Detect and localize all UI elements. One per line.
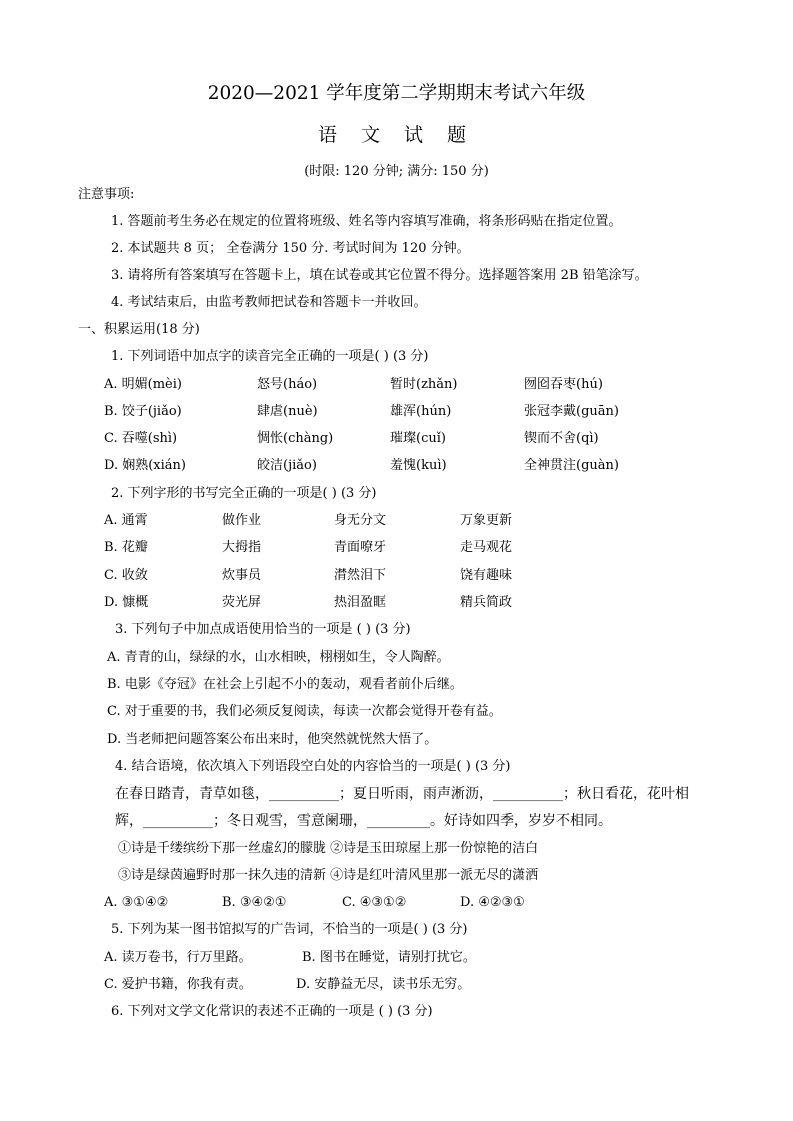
option-cell: 身无分文 xyxy=(334,513,387,528)
option-cell: 怒号(háo) xyxy=(257,377,318,392)
option-cell: 惆怅(chàng) xyxy=(257,431,334,446)
exam-time-info: (时限: 120 分钟; 满分: 150 分) xyxy=(304,164,489,179)
note-item: 2. 本试题共 8 页； 全卷满分 150 分. 考试时间为 120 分钟。 xyxy=(111,241,470,256)
option-cell: C. 收敛 xyxy=(104,568,148,583)
answer-option: D. ④②③① xyxy=(460,895,525,910)
note-item: 4. 考试结束后，由监考教师把试卷和答题卡一并收回。 xyxy=(111,295,427,310)
notes-heading: 注意事项: xyxy=(78,187,135,202)
option-cell: 皎洁(jiǎo) xyxy=(257,458,317,473)
option-line: C. 对于重要的书，我们必须反复阅读，每读一次都会觉得开卷有益。 xyxy=(107,704,502,719)
answer-option: A. 读万卷书，行万里路。 xyxy=(104,950,252,965)
passage-line: 辉，__________；冬日观雪，雪意阑珊，_________。好诗如四季，岁岁不相同。 xyxy=(115,813,612,829)
option-cell: 张冠李戴(guān) xyxy=(524,404,619,419)
answer-option: C. 爱护书籍，你我有责。 xyxy=(104,977,252,992)
answer-option: B. ③④②① xyxy=(222,895,287,910)
option-line: A. 青青的山，绿绿的水，山水相映，栩栩如生，令人陶醉。 xyxy=(107,650,450,665)
passage-line: 在春日踏青，青草如毯，__________；夏日听雨，雨声淅沥，__________；秋日看花，花叶相 xyxy=(115,786,689,802)
exam-subject: 语 文 试 题 xyxy=(317,124,476,146)
option-cell: 万象更新 xyxy=(460,513,513,528)
option-cell: 饶有趣味 xyxy=(460,568,513,583)
question-2-stem: 2. 下列字形的书写完全正确的一项是( ) (3 分) xyxy=(111,486,377,501)
option-cell: 热泪盈眶 xyxy=(334,595,387,610)
answer-option: B. 图书在睡觉，请别打扰它。 xyxy=(302,950,476,965)
question-5-stem: 5. 下列为某一图书馆拟写的广告词，不恰当的一项是( ) (3 分) xyxy=(111,922,468,937)
option-cell: 全神贯注(guàn) xyxy=(524,458,619,473)
option-cell: C. 吞噬(shì) xyxy=(104,431,178,446)
choice-line: ①诗是千缕缤纷下那一丝虚幻的朦胧 ②诗是玉田琼屋上那一份惊艳的洁白 xyxy=(118,841,539,856)
note-item: 1. 答题前考生务必在规定的位置将班级、姓名等内容填写准确，将条形码贴在指定位置。 xyxy=(111,214,622,229)
option-line: D. 当老师把问题答案公布出来时，他突然就恍然大悟了。 xyxy=(107,732,438,747)
option-cell: 囫囵吞枣(hú) xyxy=(524,377,603,392)
option-cell: 暂时(zhǎn) xyxy=(390,377,458,392)
exam-title: 2020—2021 学年度第二学期期末考试六年级 xyxy=(207,83,586,104)
option-cell: D. 慷概 xyxy=(104,595,149,610)
answer-option: C. ④③①② xyxy=(342,895,407,910)
option-cell: 羞愧(kuì) xyxy=(390,458,447,473)
choice-line: ③诗是绿茵遍野时那一抹久违的清新 ④诗是红叶清风里那一派无尽的潇洒 xyxy=(118,868,539,883)
question-6-stem: 6. 下列对文学文化常识的表述不正确的一项是 ( ) (3 分) xyxy=(111,1004,433,1019)
option-cell: D. 娴熟(xián) xyxy=(104,458,186,473)
option-cell: 雄浑(hún) xyxy=(390,404,452,419)
question-3-stem: 3. 下列句子中加点成语使用恰当的一项是 ( ) (3 分) xyxy=(115,622,411,637)
option-cell: 青面嘹牙 xyxy=(334,540,387,555)
option-cell: A. 明媚(mèi) xyxy=(104,377,182,392)
note-item: 3. 请将所有答案填写在答题卡上，填在试卷或其它位置不得分。选择题答案用 2B 铅笔涂写。 xyxy=(111,268,648,283)
option-cell: A. 通霄 xyxy=(104,513,148,528)
question-1-stem: 1. 下列词语中加点字的读音完全正确的一项是( ) (3 分) xyxy=(111,349,429,364)
option-cell: 精兵简政 xyxy=(460,595,513,610)
option-cell: 肆虐(nuè) xyxy=(257,404,318,419)
option-cell: 做作业 xyxy=(222,513,262,528)
option-cell: 潸然泪下 xyxy=(334,568,387,583)
section-heading: 一、积累运用(18 分) xyxy=(78,322,200,337)
question-4-stem: 4. 结合语境，依次填入下列语段空白处的内容恰当的一项是( ) (3 分) xyxy=(115,759,511,774)
answer-option: A. ③①④② xyxy=(104,895,169,910)
option-cell: B. 花瓣 xyxy=(104,540,148,555)
option-cell: 炊事员 xyxy=(222,568,262,583)
option-cell: 走马观花 xyxy=(460,540,513,555)
option-cell: 荧光屏 xyxy=(222,595,262,610)
answer-option: D. 安静益无尽，读书乐无穷。 xyxy=(296,977,471,992)
option-line: B. 电影《夺冠》在社会上引起不小的轰动，观看者前仆后继。 xyxy=(107,677,463,692)
option-cell: 锲而不舍(qì) xyxy=(524,431,599,446)
option-cell: B. 饺子(jiǎo) xyxy=(104,404,182,419)
option-cell: 大拇指 xyxy=(222,540,262,555)
option-cell: 璀璨(cuǐ) xyxy=(390,431,446,446)
